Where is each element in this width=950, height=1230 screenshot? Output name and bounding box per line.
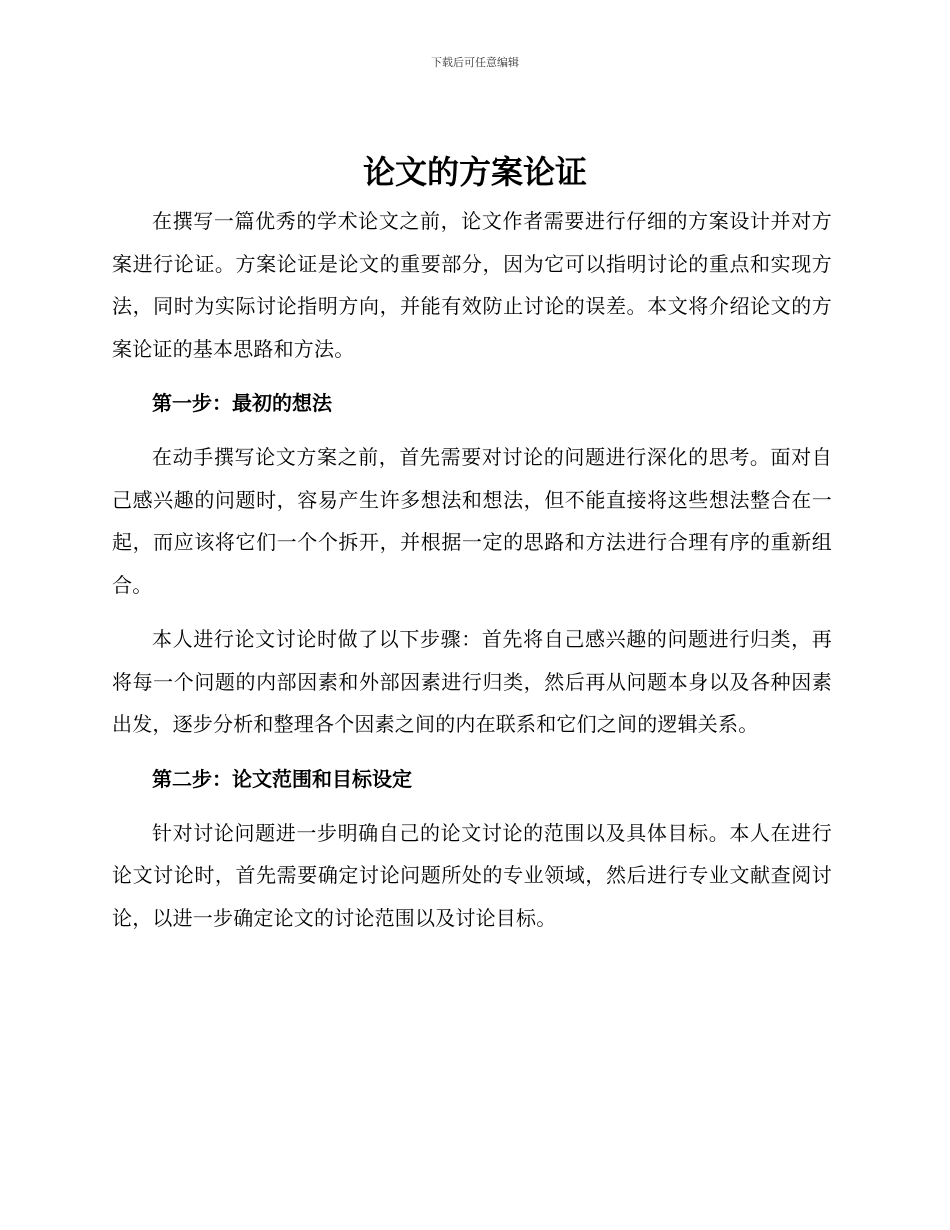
- paragraph-step-1-detail: 本人进行论文讨论时做了以下步骤：首先将自己感兴趣的问题进行归类，再将每一个问题的内部因素和外部因素进行归类，然后再从问题本身以及各种因素出发，逐步分析和整理各个因素之间的内在联系和它们之间的逻辑关系。: [112, 627, 832, 736]
- section-heading-step-1: 第一步：最初的想法: [152, 391, 332, 415]
- header-note: 下载后可任意编辑: [431, 56, 519, 69]
- document-title: 论文的方案论证: [362, 153, 587, 191]
- paragraph-step-1: 在动手撰写论文方案之前，首先需要对讨论的问题进行深化的思考。面对自己感兴趣的问题时，容易产生许多想法和想法，但不能直接将这些想法整合在一起，而应该将它们一个个拆开，并根据一定的思路和方法进行合理有序的重新组合。: [112, 445, 832, 597]
- paragraph-intro: 在撰写一篇优秀的学术论文之前，论文作者需要进行仔细的方案设计并对方案进行论证。方案论证是论文的重要部分，因为它可以指明讨论的重点和实现方法，同时为实际讨论指明方向，并能有效防止讨论的误差。本文将介绍论文的方案论证的基本思路和方法。: [112, 209, 832, 361]
- paragraph-step-2: 针对讨论问题进一步明确自己的论文讨论的范围以及具体目标。本人在进行论文讨论时，首先需要确定讨论问题所处的专业领域，然后进行专业文献查阅讨论，以进一步确定论文的讨论范围以及讨论目标。: [112, 820, 832, 930]
- section-heading-step-2: 第二步：论文范围和目标设定: [152, 766, 412, 791]
- document-body: [112, 200, 832, 951]
